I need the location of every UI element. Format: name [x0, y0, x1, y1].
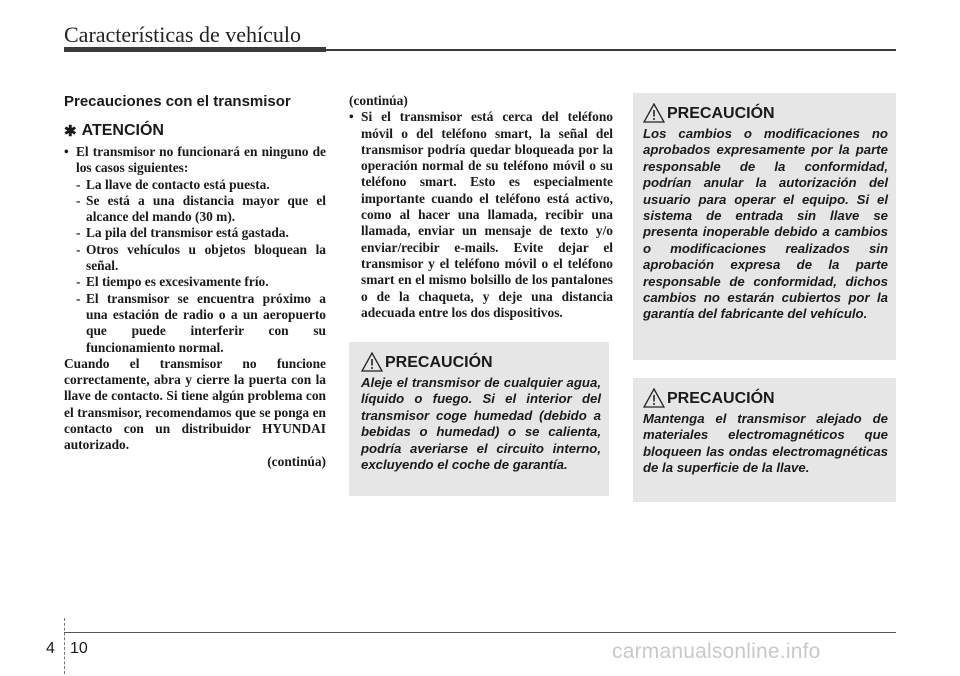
page-number: 10: [70, 640, 88, 657]
bullet-item: • El transmisor no funcionará en ninguno de los casos siguientes:: [64, 144, 326, 176]
footer-divider-vertical: [64, 618, 65, 674]
middle-column: [349, 93, 613, 321]
warning-triangle-icon: [361, 352, 383, 372]
caution-text: Los cambios o modificaciones no aprobados expresamente por la parte responsable de la conformidad, podrían anular la autorización del usuario para operar el equipo. Si el sistema de entrada sin llave se presenta inoperable debido a cambios o modificaciones realizados sin aprobación expresa de la parte responsable de conformidad, dichos cambios no estarán cubiertos por la garantía del fabricante del vehículo.: [643, 126, 888, 322]
bullet-item: • Si el transmisor está cerca del teléfono móvil o del teléfono smart, la señal del transmisor podría quedar bloqueada por la operación normal de su teléfono móvil o su teléfono smart. Esto es especialmente importante cuando el teléfono está activo, como al hacer una llamada, recibir una llamada, enviar un mensaje de texto y/o enviar/recibir e-mails. Evite dejar el transmisor y el teléfono móvil o el teléfono smart en el mismo bolsillo de los pantalones o de la chaqueta, y deje una distancia adecuada entre los dos dispositivos.: [349, 109, 613, 320]
caution-title: PRECAUCIÓN: [385, 354, 493, 371]
caution-box-water: [349, 342, 609, 496]
caution-box-electromagnetic: [633, 378, 896, 502]
warning-triangle-icon: [643, 388, 665, 408]
condition-item: - El tiempo es excesivamente frío.: [76, 274, 269, 290]
page-header-title: Características de vehículo: [64, 22, 302, 47]
caution-text: Aleje el transmisor de cualquier agua, líquido o fuego. Si el interior del transmisor coge humedad (debido a bebidas o humedad) o se calienta, podría averiarse el circuito interno, excluyendo el coche de garantía.: [361, 375, 601, 473]
caution-text: Mantenga el transmisor alejado de materiales electromagnéticos que bloqueen las ondas electromagnéticas de la superficie de la llave.: [643, 411, 888, 476]
attention-heading: [64, 122, 326, 140]
caution-box-modifications: [633, 93, 896, 360]
body-paragraph: Cuando el transmisor no funcione correctamente, abra y cierre la puerta con la llave de contacto. Si tiene algún problema con el transmisor, recomendamos que se ponga en contacto con un distribuidor HYUNDAI autorizado.: [64, 355, 326, 453]
chapter-number: 4: [46, 640, 55, 657]
caution-title: PRECAUCIÓN: [667, 390, 775, 407]
condition-item: - El transmisor se encuentra próximo a una estación de radio o a un aeropuerto que puede interferir con su funcionamiento normal.: [76, 290, 326, 355]
asterisk-icon: ✱: [64, 123, 77, 140]
footer-divider-horizontal: [64, 632, 896, 633]
condition-item: - La llave de contacto está puesta.: [76, 176, 270, 192]
watermark: carmanualsonline.info: [612, 640, 821, 663]
condition-item: - Otros vehículos u objetos bloquean la señal.: [76, 241, 326, 274]
bullet-intro: El transmisor no funcionará en ninguno de los casos siguientes:: [76, 144, 326, 176]
header-rule-thin: [326, 49, 896, 51]
bullet-text: Si el transmisor está cerca del teléfono móvil o del teléfono smart, la señal del transmisor podría quedar bloqueada por la operación normal de su teléfono móvil o su teléfono smart. Esto es especialmente importante cuando el teléfono está activo, como al hacer una llamada, recibir una llamada, enviar un mensaje de texto y/o enviar/recibir e-mails. Evite dejar el transmisor y el teléfono móvil o el teléfono smart en el mismo bolsillo de los pantalones o de la chaqueta, y deje una distancia adecuada entre los dos dispositivos.: [361, 109, 613, 320]
continued-note: (continúa): [349, 93, 408, 108]
left-column: [64, 93, 326, 470]
continues-note: (continúa): [267, 453, 326, 469]
header-rule-thick: [64, 47, 326, 52]
section-title: Precauciones con el transmisor: [64, 93, 291, 110]
attention-label: ATENCIÓN: [81, 122, 164, 139]
warning-triangle-icon: [643, 103, 665, 123]
condition-item: - La pila del transmisor está gastada.: [76, 225, 289, 241]
caution-title: PRECAUCIÓN: [667, 105, 775, 122]
condition-item: - Se está a una distancia mayor que el alcance del mando (30 m).: [76, 192, 326, 225]
